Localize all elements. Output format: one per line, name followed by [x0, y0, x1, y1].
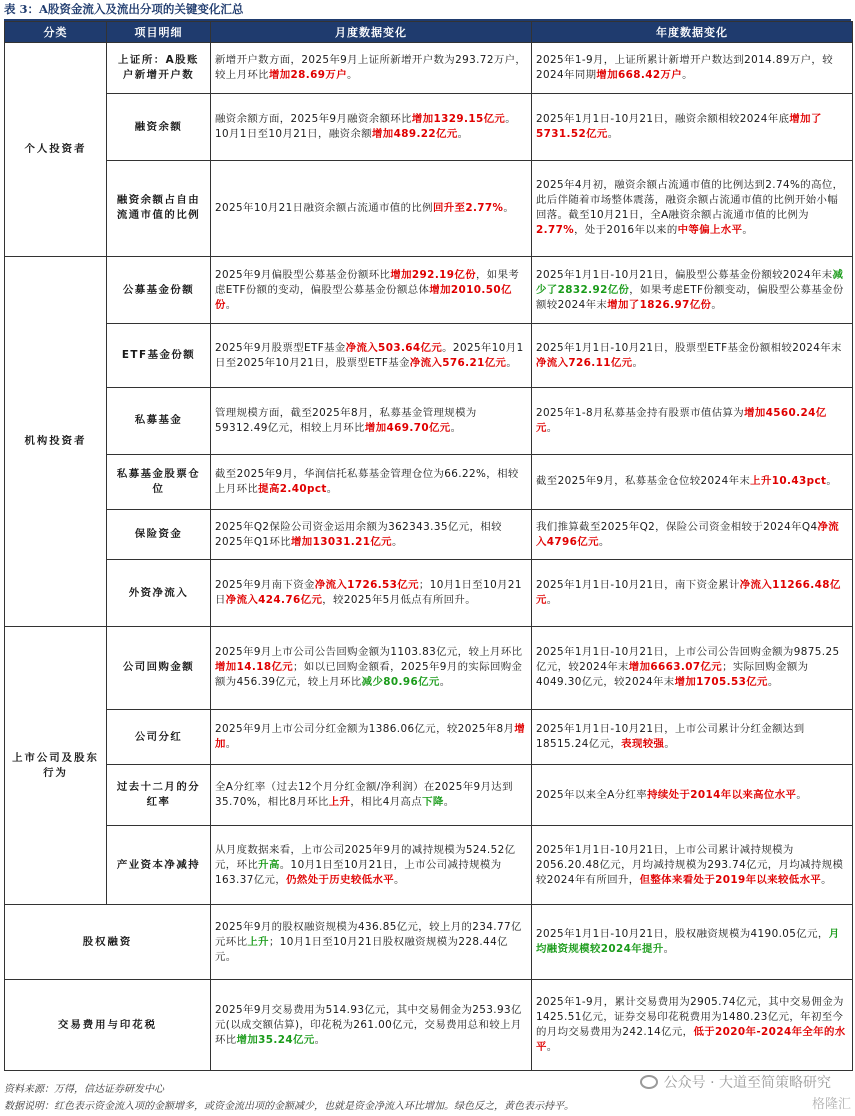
highlight-text: 增加469.70亿元 — [364, 421, 451, 434]
highlight-text: 净流入4796亿元 — [536, 520, 840, 548]
cell-text: ，相比4月高点 — [350, 796, 423, 808]
monthly-cell — [211, 94, 532, 161]
category-equity: 股权融资 — [5, 905, 211, 980]
cell-text: 。 — [663, 943, 675, 956]
highlight-text: 中等偏上水平 — [677, 224, 743, 237]
category-personal: 个人投资者 — [5, 43, 107, 257]
annual-cell — [532, 161, 853, 257]
cell-text: 2025年Q2保险公司资金运用余额为362343.35亿元，相较2025年Q1环比 — [215, 520, 502, 548]
cell-text: 。 — [346, 69, 358, 82]
table-row — [5, 709, 853, 764]
cell-text: 。 — [439, 676, 451, 689]
header-annual: 年度数据变化 — [532, 22, 853, 43]
item-cell: 上证所：A股账户新增开户数 — [107, 43, 211, 94]
cell-text: 2025年9月偏股型公募基金份额环比 — [215, 268, 391, 281]
table-row — [5, 627, 853, 710]
cell-text: 2025年1月1日-10月21日，股票型ETF基金份额相较2024年末 — [536, 341, 842, 354]
cell-text: 2025年9月上市公司公告回购金额为1103.83亿元，较上月环比 — [215, 646, 523, 659]
header-category: 分类 — [5, 22, 107, 43]
highlight-text: 净流入503.64亿元 — [345, 341, 443, 354]
cell-text: 2025年1月1日-10月21日，南下资金累计 — [536, 579, 740, 592]
cell-text: 2025年9月南下资金 — [215, 579, 315, 592]
category-fees: 交易费用与印花税 — [5, 980, 211, 1071]
highlight-text: 回升至2.77% — [432, 201, 504, 214]
monthly-cell — [211, 43, 532, 94]
monthly-cell — [211, 905, 532, 980]
monthly-cell — [211, 510, 532, 560]
watermark — [640, 1072, 831, 1092]
highlight-text: 净流入1726.53亿元 — [314, 579, 419, 592]
table-title: 表 3：A股资金流入及流出分项的关键变化汇总 — [4, 2, 244, 16]
cell-text: 。 — [225, 738, 237, 750]
watermark-text: 公众号 · 大道至简策略研究 — [663, 1075, 831, 1091]
summary-table — [4, 21, 853, 1071]
cell-text: 。 — [767, 676, 779, 689]
cell-text: 2025年10月21日融资余额占流通市值的比例 — [215, 201, 433, 214]
monthly-cell — [211, 709, 532, 764]
cell-text: 2025年1月1日-10月21日，融资余额相较2024年底 — [536, 113, 790, 126]
highlight-text: 减少了2832.92亿份 — [536, 268, 844, 296]
cell-text: 。 — [607, 128, 619, 141]
highlight-text: 增加668.42万户 — [596, 69, 683, 82]
cell-text: 全A分红率（过去12个月分红金额/净利润）在2025年9月达到35.70%，相比8月环比 — [215, 781, 513, 808]
item-cell: 公司回购金额 — [107, 627, 211, 710]
monthly-cell — [211, 765, 532, 826]
annual-cell — [532, 905, 853, 980]
cell-text: 2025年1月1日-10月21日，上市公司公告回购金额为9875.25亿元，较2024年末 — [536, 646, 840, 674]
table-row — [5, 324, 853, 388]
table-row — [5, 161, 853, 257]
highlight-text: 增加1705.53亿元 — [674, 676, 768, 689]
cell-text: 从月度数据来看，上市公司2025年9月的减持规模为524.52亿元，环比 — [215, 843, 516, 871]
cell-text: ；10月1日至10月21日 — [215, 579, 522, 607]
highlight-text: 月均融资规模较2024年提升 — [536, 928, 840, 956]
annual-cell — [532, 709, 853, 764]
cell-text: 。 — [443, 796, 455, 808]
cell-text: 新增开户数方面，2025年9月上证所新增开户数为293.72万户，较上月环比 — [215, 54, 527, 82]
highlight-text: 增加28.69万户 — [268, 69, 347, 82]
cell-text: 截至2025年9月，华润信托私募基金管理仓位为66.22%，相较上月环比 — [215, 467, 519, 495]
item-cell: 过去十二月的分红率 — [107, 765, 211, 826]
cell-text: 。 — [394, 873, 405, 886]
highlight-text: 上升 — [328, 796, 351, 808]
monthly-cell — [211, 560, 532, 627]
data-note: 数据说明：红色表示资金流入项的金额增多，或资金流出项的金额减少，也就是资金净流入环比增加。绿色反之，黄色表示持平。 — [4, 1101, 574, 1112]
cell-text: 。10月1日至10月21日，上市公司减持规模为163.37亿元， — [215, 858, 502, 886]
highlight-text: 增加292.19亿份 — [390, 268, 477, 281]
header-item: 项目明细 — [107, 22, 211, 43]
highlight-text: 表现较强 — [621, 738, 665, 750]
cell-text: 。 — [711, 298, 723, 311]
monthly-cell — [211, 256, 532, 324]
cell-text: 。 — [598, 535, 610, 548]
cell-text: 。 — [546, 421, 558, 434]
header-monthly: 月度数据变化 — [211, 22, 532, 43]
highlight-text: 持续处于2014年以来高位水平 — [647, 788, 797, 801]
highlight-text: 净流入726.11亿元 — [536, 356, 633, 369]
highlight-text: 升高 — [258, 858, 280, 871]
cell-text: ；如以已回购金额看，2025年9月的实际回购金额为456.39亿元，较上月环比 — [215, 661, 523, 689]
highlight-text: 增加了5731.52亿元 — [536, 113, 822, 141]
cell-text: ；实际回购金额为4049.30亿元，较2024年末 — [536, 661, 809, 689]
highlight-text: 增加13031.21亿元 — [291, 535, 392, 548]
annual-cell — [532, 454, 853, 509]
highlight-text: 提高2.40pct — [258, 482, 327, 495]
cell-text: 2025年9月股票型ETF基金 — [215, 341, 346, 354]
cell-text: 。 — [506, 356, 518, 369]
cell-text: 。2025年10月1日至2025年10月21日，股票型ETF基金 — [215, 341, 524, 369]
cell-text: 。 — [546, 1041, 558, 1054]
cell-text: ，处于2016年以来的 — [574, 224, 678, 237]
cell-text: 2025年9月交易费用为514.93亿元，其中交易佣金为253.93亿元(以成交额估算)，印花税为261.00亿元，交易费用总和较上月环比 — [215, 1003, 522, 1046]
cell-text: 。 — [457, 128, 469, 141]
annual-cell — [532, 627, 853, 710]
cell-text: 管理规模方面，截至2025年8月，私募基金管理规模为59312.49亿元，相较上月环比 — [215, 406, 477, 434]
highlight-text: 增加2010.50亿份 — [215, 283, 512, 311]
annual-cell — [532, 324, 853, 388]
highlight-text: 净流入424.76亿元 — [225, 594, 323, 607]
cell-text: 。 — [821, 873, 832, 886]
monthly-cell — [211, 324, 532, 388]
highlight-text: 仍然处于历史较低水平 — [286, 873, 395, 886]
annual-cell — [532, 510, 853, 560]
cell-text: 2025年以来全A分红率 — [536, 788, 648, 801]
table-row — [5, 825, 853, 905]
item-cell: 公司分红 — [107, 709, 211, 764]
table-row — [5, 387, 853, 454]
cell-text: 2025年1-9月，累计交易费用为2905.74亿元，其中交易佣金为1425.51亿元，证券交易印花税费用为1480.23亿元，年初至今的月均交易费用为242.14亿元， — [536, 996, 844, 1039]
highlight-text: 增加了1826.97亿份 — [607, 298, 712, 311]
monthly-cell — [211, 627, 532, 710]
table-row — [5, 765, 853, 826]
cell-text: 。 — [682, 69, 693, 82]
monthly-cell — [211, 454, 532, 509]
table-row — [5, 510, 853, 560]
item-cell: 产业资本净减持 — [107, 825, 211, 905]
category-listed: 上市公司及股东行为 — [5, 627, 107, 905]
cell-text: 我们推算截至2025年Q2，保险公司资金相较于2024年Q4 — [536, 520, 818, 533]
monthly-cell — [211, 387, 532, 454]
cell-text: 。 — [632, 356, 644, 369]
cell-text: 。10月1日至10月21日，融资余额 — [215, 113, 517, 141]
cell-text: 2025年1-8月私募基金持有股票市值估算为 — [536, 406, 745, 419]
corner-watermark: 格隆汇 — [811, 1097, 851, 1112]
highlight-text: 增加 — [215, 723, 526, 750]
annual-cell — [532, 765, 853, 826]
cell-text: 。 — [664, 738, 676, 750]
cell-text: 。 — [326, 482, 338, 495]
monthly-cell — [211, 161, 532, 257]
annual-cell — [532, 825, 853, 905]
cell-text: 。 — [546, 594, 558, 607]
highlight-text: 增加14.18亿元 — [215, 661, 294, 674]
item-cell: 私募基金 — [107, 387, 211, 454]
cell-text: 2025年1月1日-10月21日，上市公司累计分红金额达到18515.24亿元， — [536, 723, 805, 750]
table-row — [5, 905, 853, 980]
highlight-text: 净流入576.21亿元 — [409, 356, 507, 369]
table-row — [5, 560, 853, 627]
cell-text: 2025年1月1日-10月21日，股权融资规模为4190.05亿元， — [536, 928, 829, 941]
table-row — [5, 94, 853, 161]
cell-text: ；10月1日至10月21日股权融资规模为228.44亿元。 — [215, 935, 508, 963]
highlight-text: 上升 — [247, 935, 269, 948]
cell-text: ，较2025年5月低点有所回升。 — [322, 594, 476, 607]
cell-text: ，如果考虑ETF份额变动，偏股型公募基金份额较2024年末 — [536, 283, 844, 311]
monthly-cell — [211, 980, 532, 1071]
annual-cell — [532, 256, 853, 324]
cell-text: 2025年9月上市公司分红金额为1386.06亿元，较2025年8月 — [215, 723, 515, 735]
cell-text: 。 — [796, 788, 808, 801]
highlight-text: 但整体来看处于2019年以来较低水平 — [639, 873, 822, 886]
highlight-text: 下降 — [422, 796, 444, 808]
table-row — [5, 454, 853, 509]
highlight-text: 增加4560.24亿元 — [536, 406, 827, 434]
cell-text: 。 — [742, 224, 754, 237]
annual-cell — [532, 560, 853, 627]
item-cell: 公募基金份额 — [107, 256, 211, 324]
cell-text: 2025年1月1日-10月21日，偏股型公募基金份额较2024年末 — [536, 268, 833, 281]
cell-text: 2025年4月初，融资余额占流通市值的比例达到2.74%的高位，此后伴随着市场整体震荡，融资余额占流通市值的比例开始小幅回落。截至10月21日，全A融资余额占流通市值的比例为 — [536, 179, 844, 222]
cell-text: 。 — [503, 201, 515, 214]
table-row — [5, 256, 853, 324]
highlight-text: 增加1329.15亿元 — [411, 113, 506, 126]
cell-text: 。 — [826, 475, 838, 488]
wechat-icon — [640, 1075, 658, 1089]
highlight-text: 上升10.43pct — [750, 475, 827, 488]
item-cell: 融资余额 — [107, 94, 211, 161]
annual-cell — [532, 980, 853, 1071]
highlight-text: 2.77% — [536, 224, 575, 237]
cell-text: 融资余额方面，2025年9月融资余额环比 — [215, 113, 412, 126]
cell-text: 2025年1-9月，上证所累计新增开户数达到2014.89万户，较2024年同期 — [536, 54, 834, 82]
highlight-text: 增加35.24亿元 — [236, 1033, 315, 1046]
annual-cell — [532, 43, 853, 94]
cell-text: 。 — [225, 298, 237, 311]
table-row — [5, 43, 853, 94]
item-cell: ETF基金份额 — [107, 324, 211, 388]
annual-cell — [532, 94, 853, 161]
cell-text: 截至2025年9月，私募基金仓位较2024年末 — [536, 475, 751, 488]
cell-text: 。 — [450, 421, 462, 434]
cell-text: 。 — [391, 535, 403, 548]
table-row — [5, 980, 853, 1071]
highlight-text: 增加489.22亿元 — [371, 128, 458, 141]
source-note: 资料来源：万得，信达证券研发中心 — [4, 1084, 164, 1095]
highlight-text: 净流入11266.48亿元 — [536, 579, 841, 607]
monthly-cell — [211, 825, 532, 905]
highlight-text: 低于2020年-2024年全年的水平 — [536, 1026, 846, 1054]
highlight-text: 减少80.96亿元 — [361, 676, 440, 689]
annual-cell — [532, 387, 853, 454]
cell-text: 。 — [314, 1033, 326, 1046]
cell-text: 2025年9月的股权融资规模为436.85亿元，较上月的234.77亿元环比 — [215, 920, 522, 948]
header-row — [5, 22, 853, 43]
cell-text: ，如果考虑ETF份额的变动，偏股型公募基金份额总体 — [215, 268, 520, 296]
highlight-text: 增加6663.07亿元 — [628, 661, 723, 674]
cell-text: 2025年1月1日-10月21日，上市公司累计减持规模为2056.20.48亿元，月均减持规模为293.74亿元，月均减持规模较2024年有所回升， — [536, 843, 844, 886]
category-institutional: 机构投资者 — [5, 256, 107, 626]
item-cell: 融资余额占自由流通市值的比例 — [107, 161, 211, 257]
item-cell: 私募基金股票仓位 — [107, 454, 211, 509]
item-cell: 保险资金 — [107, 510, 211, 560]
item-cell: 外资净流入 — [107, 560, 211, 627]
